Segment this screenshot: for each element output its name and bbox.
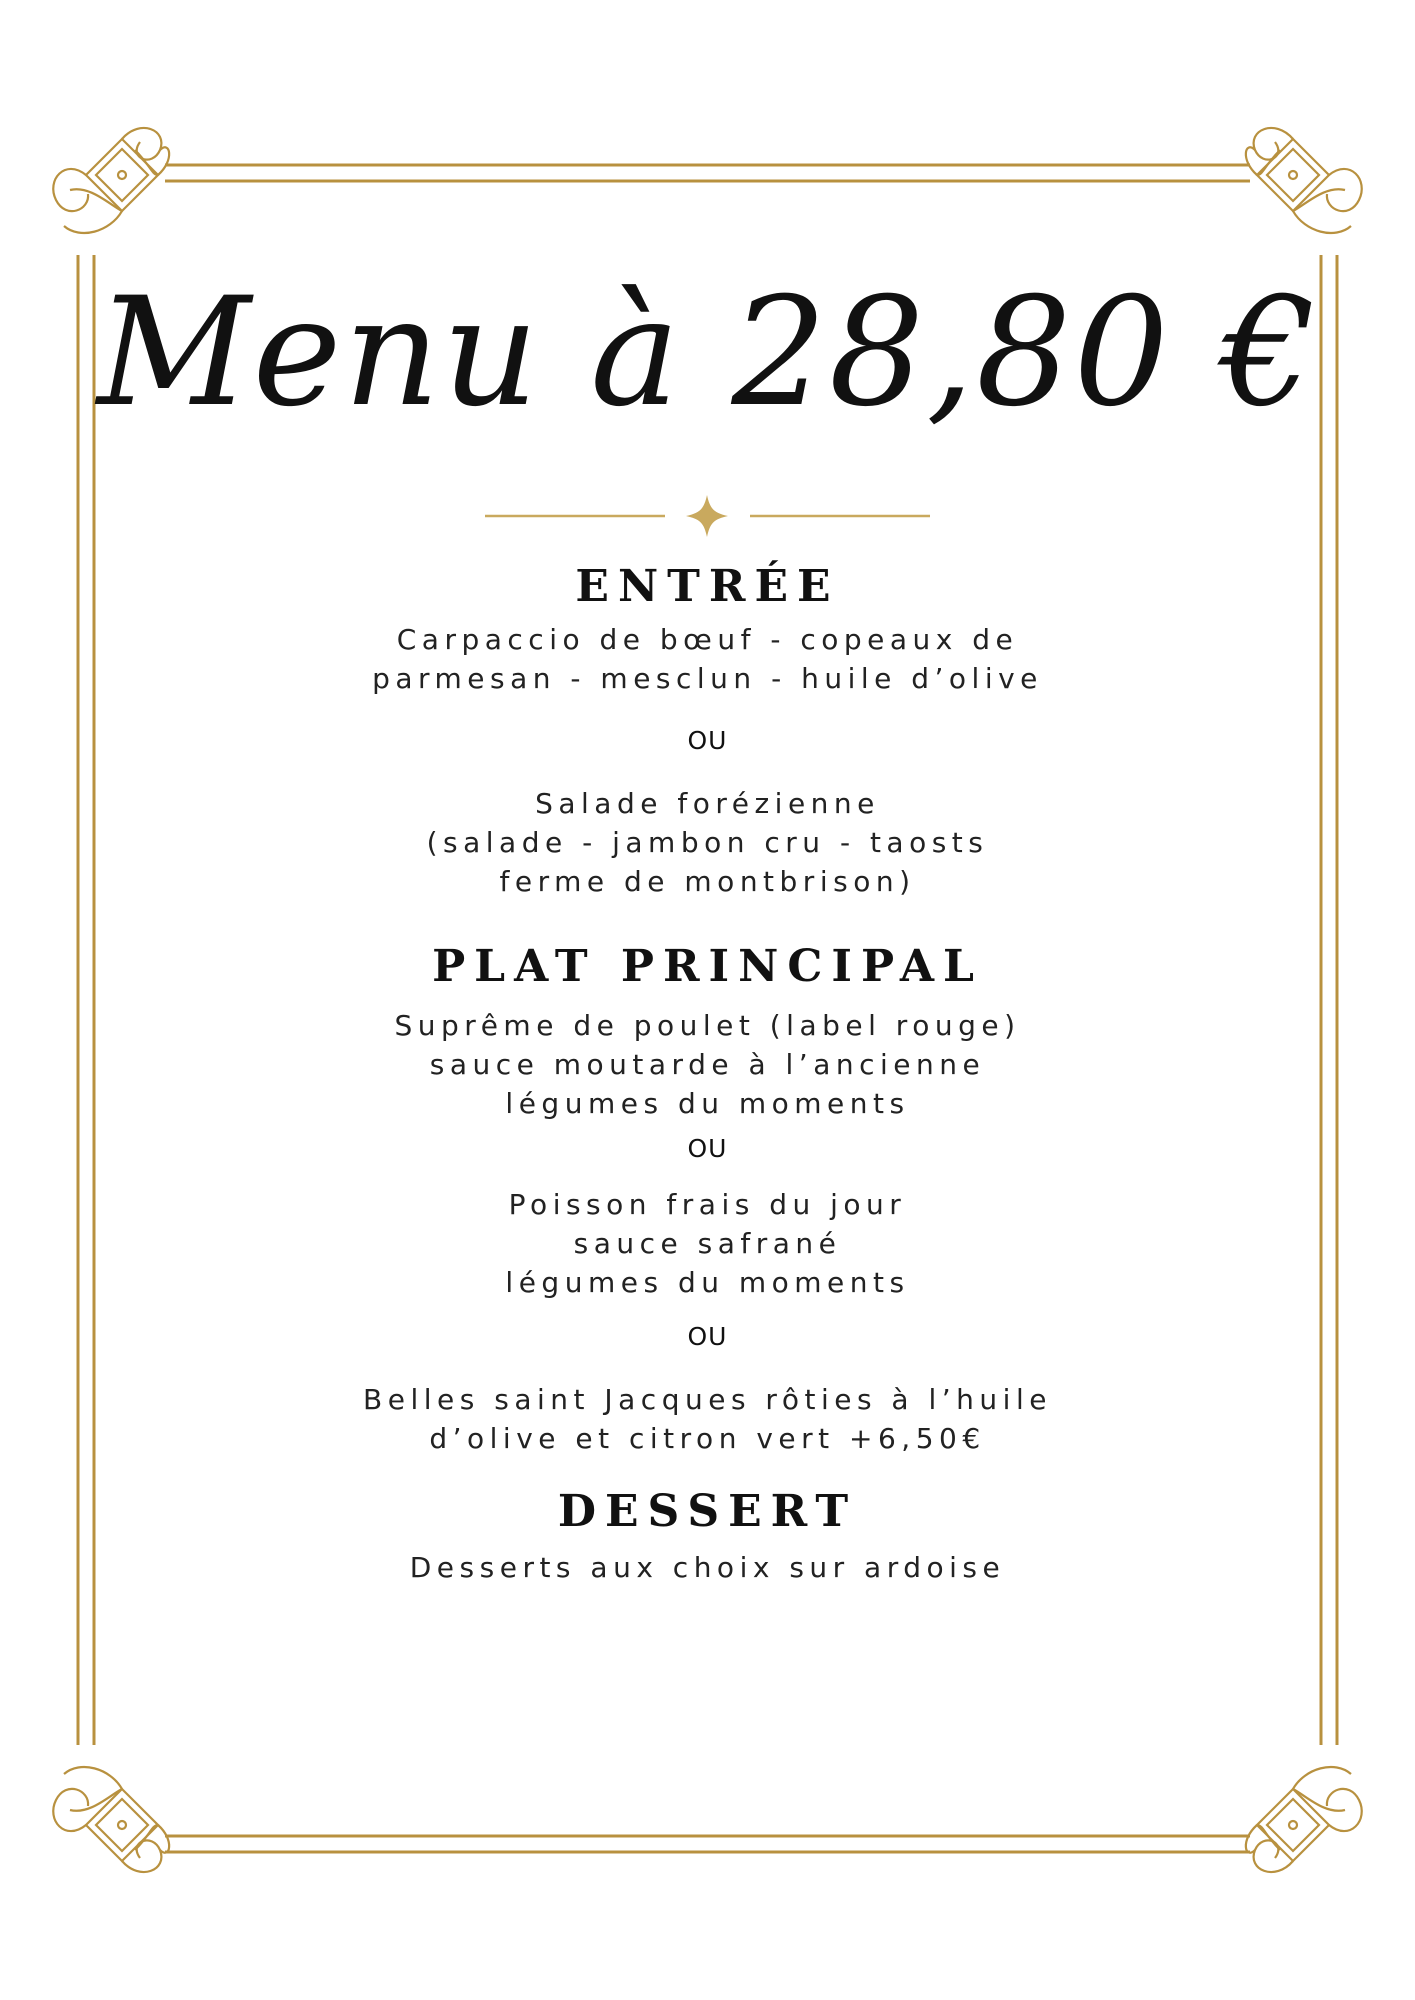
- dish-entree-2: [260, 784, 1155, 901]
- corner-ornament-icon: [53, 128, 169, 233]
- dish-line: (salade - jambon cru - taosts: [426, 826, 989, 859]
- or-separator: OU: [687, 1134, 728, 1163]
- dish-line: sauce moutarde à l’ancienne: [429, 1048, 986, 1081]
- dish-line: sauce safrané: [573, 1227, 842, 1260]
- dish-line: d’olive et citron vert +6,50€: [429, 1422, 986, 1455]
- dish-line: Suprême de poulet (label rouge): [394, 1009, 1021, 1042]
- dish-plat-1: [260, 1006, 1155, 1123]
- dish-line: légumes du moments: [505, 1266, 910, 1299]
- or-separator: OU: [687, 726, 728, 755]
- dish-line: ferme de montbrison): [499, 865, 916, 898]
- section-heading-dessert: DESSERT: [557, 1486, 858, 1537]
- dish-plat-2: [260, 1185, 1155, 1302]
- section-heading-entree: ENTRÉE: [575, 561, 840, 612]
- or-separator: OU: [687, 1322, 728, 1351]
- dish-line: Carpaccio de bœuf - copeaux de: [396, 623, 1019, 656]
- dish-dessert-1: [260, 1548, 1155, 1587]
- section-heading-plat-principal: PLAT PRINCIPAL: [432, 941, 983, 992]
- dish-plat-3: [260, 1380, 1155, 1458]
- corner-ornament-icon: [1246, 128, 1362, 233]
- dish-line: Belles saint Jacques rôties à l’huile: [363, 1383, 1052, 1416]
- corner-ornament-icon: [53, 1767, 169, 1872]
- corner-ornament-icon: [1246, 1767, 1362, 1872]
- dish-line: légumes du moments: [505, 1087, 910, 1120]
- star-divider: [480, 495, 935, 545]
- star-icon: [686, 495, 728, 537]
- dish-line: parmesan - mesclun - huile d’olive: [372, 662, 1043, 695]
- dish-entree-1: [260, 620, 1155, 698]
- dish-line: Salade forézienne: [535, 787, 880, 820]
- page-title: Menu à 28,80 €: [97, 266, 1318, 440]
- dish-line: Desserts aux choix sur ardoise: [409, 1551, 1006, 1584]
- dish-line: Poisson frais du jour: [508, 1188, 907, 1221]
